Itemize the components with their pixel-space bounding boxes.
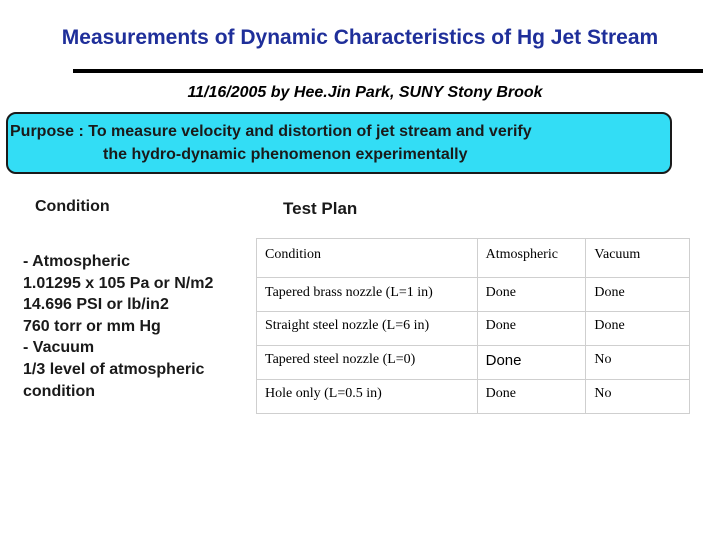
table-cell: Tapered steel nozzle (L=0)	[257, 346, 478, 380]
condition-line: - Atmospheric	[23, 253, 130, 270]
purpose-line-1: Purpose : To measure velocity and distortion of jet stream and verify	[10, 123, 532, 140]
table-cell: No	[586, 346, 690, 380]
test-plan-table	[256, 238, 690, 414]
test-plan-heading: Test Plan	[283, 199, 358, 218]
header-cell: Vacuum	[586, 239, 690, 278]
condition-heading: Condition	[35, 198, 110, 215]
condition-line: 1/3 level of atmospheric	[23, 360, 205, 378]
table-cell: Done	[477, 312, 586, 346]
table-cell: Done	[586, 312, 690, 346]
table-cell: Tapered brass nozzle (L=1 in)	[257, 278, 478, 312]
table-row	[257, 312, 690, 346]
table-cell: Straight steel nozzle (L=6 in)	[257, 312, 478, 346]
table-cell: Done	[477, 278, 586, 312]
header-cell: Condition	[257, 239, 478, 278]
condition-line: condition	[23, 382, 95, 400]
title-divider	[73, 69, 703, 73]
table-header-row	[257, 239, 690, 278]
table-row	[257, 346, 690, 380]
slide-title: Measurements of Dynamic Characteristics of Hg Jet Stream	[61, 26, 659, 49]
slide-subtitle: 11/16/2005 by Hee.Jin Park, SUNY Stony Brook	[187, 84, 543, 101]
header-cell: Atmospheric	[477, 239, 586, 278]
purpose-line-2: the hydro-dynamic phenomenon experimentally	[103, 146, 468, 163]
condition-line: 1.01295 x 105 Pa or N/m2	[23, 274, 214, 292]
table-cell: No	[586, 380, 690, 414]
table-cell: Done	[586, 278, 690, 312]
table-cell: Done	[477, 380, 586, 414]
table-cell: Hole only (L=0.5 in)	[257, 380, 478, 414]
table-row	[257, 278, 690, 312]
table-row	[257, 380, 690, 414]
condition-list	[23, 251, 253, 402]
purpose-box	[6, 112, 672, 174]
table-cell: Done	[477, 346, 586, 380]
condition-line: 14.696 PSI or lb/in2	[23, 296, 169, 314]
condition-line: 760 torr or mm Hg	[23, 317, 161, 335]
condition-line: - Vacuum	[23, 339, 95, 357]
